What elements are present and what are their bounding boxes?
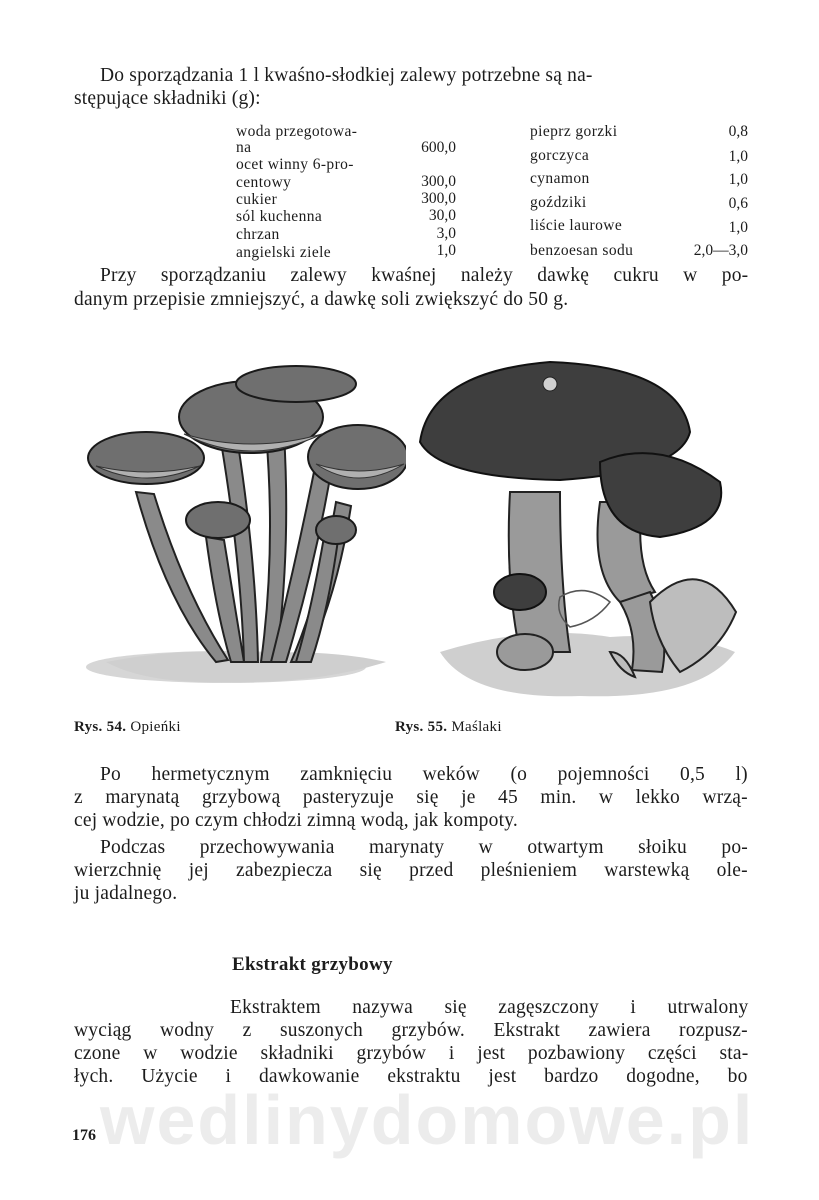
ingredient-name: ocet winny 6-pro-	[236, 156, 354, 173]
ingredient-name: gorczyca	[530, 147, 590, 164]
ingredient-name: na	[236, 139, 252, 156]
ingredient-value: 600,0	[421, 139, 456, 156]
figure-caption-55	[395, 720, 502, 735]
paragraph-2-line-1: Po hermetycznym zamknięciu weków (o pojemności 0,5 l)	[100, 764, 748, 785]
paragraph-1-line-2: danym przepisie zmniejszyć, a dawkę soli zwiększyć do 50 g.	[74, 289, 569, 310]
ingredient-value: 3,0	[436, 225, 456, 242]
ingredient-name: liście laurowe	[530, 217, 623, 234]
figure-label: Rys. 55.	[395, 719, 448, 735]
paragraph-3-line-2: wierzchnię jej zabezpiecza się przed pleśnieniem warstewką ole-	[74, 860, 748, 881]
ingredient-value: 2,0—3,0	[693, 242, 748, 259]
ingredient-value: 0,6	[728, 195, 748, 212]
paragraph-3-line-3: ju jadalnego.	[74, 883, 178, 904]
watermark: wedlinydomowe.pl	[100, 1081, 755, 1159]
ingredient-name: sól kuchenna	[236, 208, 323, 225]
ingredient-value: 1,0	[436, 242, 456, 259]
paragraph-4-line-1: Ekstraktem nazywa się zagęszczony i utrwalony	[230, 997, 749, 1018]
paragraph-2-line-3: cej wodzie, po czym chłodzi zimną wodą, jak kompoty.	[74, 810, 518, 831]
paragraph-4-line-2: wyciąg wodny z suszonych grzybów. Ekstrakt zawiera rozpusz-	[74, 1020, 748, 1041]
intro-line-2: stępujące składniki (g):	[74, 88, 261, 109]
paragraph-2-line-2: z marynatą grzybową pasteryzuje się je 45 min. w lekko wrzą-	[74, 787, 748, 808]
ingredient-name: chrzan	[236, 226, 280, 243]
figure-label: Rys. 54.	[74, 719, 127, 735]
ingredient-value: 0,8	[728, 123, 748, 140]
slippery-jack-mushrooms-illustration	[410, 352, 740, 702]
ingredient-value: 300,0	[421, 173, 456, 190]
ingredient-name: pieprz gorzki	[530, 123, 618, 140]
ingredient-value: 1,0	[728, 148, 748, 165]
figure-caption-54	[74, 720, 181, 735]
ingredient-value: 300,0	[421, 190, 456, 207]
honey-mushrooms-illustration	[66, 362, 406, 692]
paragraph-3-line-1: Podczas przechowywania marynaty w otwartym słoiku po-	[100, 837, 748, 858]
paragraph-4-line-4: łych. Użycie i dawkowanie ekstraktu jest bardzo dogodne, bo	[74, 1066, 748, 1087]
ingredient-name: woda przegotowa-	[236, 123, 358, 140]
ingredient-name: benzoesan sodu	[530, 242, 634, 259]
ingredient-name: angielski ziele	[236, 244, 332, 261]
figure-title: Maślaki	[451, 719, 502, 735]
paragraph-4-line-3: czone w wodzie składniki grzybów i jest pozbawiony części sta-	[74, 1043, 749, 1064]
paragraph-1-line-1: Przy sporządzaniu zalewy kwaśnej należy dawkę cukru w po-	[100, 265, 749, 286]
section-heading: Ekstrakt grzybowy	[232, 954, 393, 975]
ingredient-value: 1,0	[728, 171, 748, 188]
ingredient-name: cukier	[236, 191, 278, 208]
ingredient-name: goździki	[530, 194, 587, 211]
ingredient-name: cynamon	[530, 170, 590, 187]
ingredient-value: 30,0	[428, 207, 456, 224]
intro-line-1: Do sporządzania 1 l kwaśno-słodkiej zalewy potrzebne są na-	[100, 65, 593, 86]
page-number: 176	[72, 1127, 96, 1144]
ingredient-value: 1,0	[728, 219, 748, 236]
ingredient-name: centowy	[236, 174, 292, 191]
figure-title: Opieńki	[130, 719, 181, 735]
